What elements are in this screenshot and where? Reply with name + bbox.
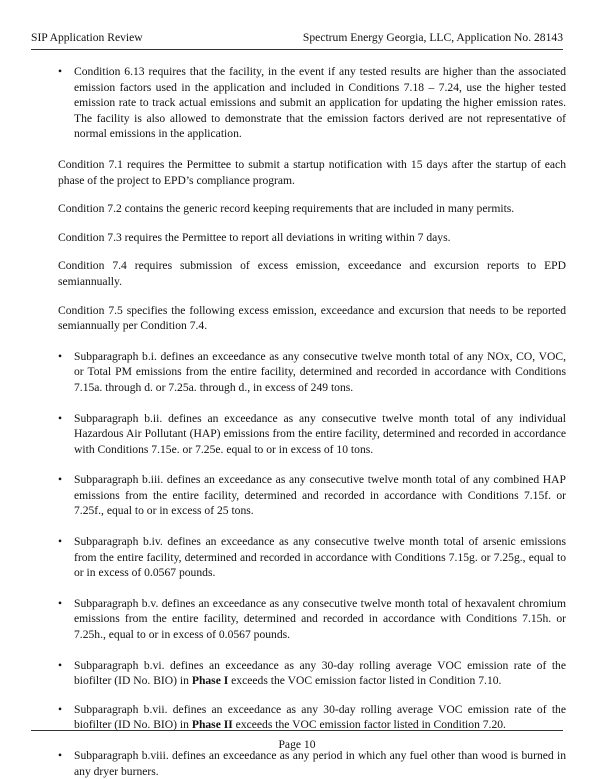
page-number: Page 10 bbox=[278, 738, 316, 751]
bullet-icon: • bbox=[58, 411, 63, 425]
bullet-subparagraph-b-iii bbox=[58, 472, 566, 519]
bullet-icon: • bbox=[58, 596, 63, 610]
paragraph-condition-7-5: Condition 7.5 specifies the following excess emission, exceedance and excursion that needs to be reported semiannually per Condition 7.4. bbox=[58, 303, 566, 333]
bullet-icon: • bbox=[58, 749, 63, 762]
page-body bbox=[58, 64, 566, 779]
bullet-text: Subparagraph b.iv. defines an exceedance as any consecutive twelve month total of arsenic emissions from the entire facility, determined and recorded in accordance with Conditions 7.15g. or 7.25g., equal to or in excess of 0.0567 pounds. bbox=[74, 535, 566, 580]
paragraph-condition-7-4: Condition 7.4 requires submission of excess emission, exceedance and excursion reports to EPD semiannually. bbox=[58, 259, 566, 288]
paragraph-condition-7-2: Condition 7.2 contains the generic record keeping requirements that are included in many permits. bbox=[58, 202, 515, 216]
bullet-text-start: Subparagraph b.vi. defines an exceedance as any 30-day rolling average VOC emission rate of the biofilter (ID No. BIO) in bbox=[74, 658, 566, 688]
bullet-text-end: exceeds the VOC emission factor listed in Condition 7.10. bbox=[228, 674, 502, 688]
bullet-subparagraph-b-viii bbox=[58, 748, 566, 779]
header-title: SIP Application Review bbox=[31, 31, 143, 44]
bullet-icon: • bbox=[58, 658, 63, 672]
header-application: Spectrum Energy Georgia, LLC, Application No. 28143 bbox=[302, 31, 563, 44]
bullet-icon: • bbox=[58, 535, 63, 549]
paragraph-condition-7-1: Condition 7.1 requires the Permittee to submit a startup notification with 15 days after the startup of each phase of the project to EPD’s compliance program. bbox=[58, 157, 566, 187]
bullet-text: Subparagraph b.v. defines an exceedance as any consecutive twelve month total of hexavalent chromium emissions from the entire facility, determined and recorded in accordance with Conditions 7.15h. or 7.25h., equal to or in excess of 0.0567 pounds. bbox=[74, 596, 566, 642]
bullet-icon: • bbox=[58, 702, 63, 716]
bullet-icon: • bbox=[58, 473, 63, 487]
bullet-subparagraph-b-ii bbox=[58, 411, 566, 458]
bullet-text: Subparagraph b.iii. defines an exceedance as any consecutive twelve month total of any combined HAP emissions from the entire facility, determined and recorded in accordance with Conditions 7.15f. or 7.25f., equal to or in excess of 25 tons. bbox=[74, 473, 566, 518]
bullet-text: Subparagraph b.viii. defines an exceedance as any period in which any fuel other than wood is burned in any dryer burners. bbox=[74, 749, 566, 778]
page-footer bbox=[31, 730, 563, 751]
bullet-subparagraph-b-i bbox=[58, 349, 566, 396]
bullet-icon: • bbox=[58, 349, 63, 363]
bullet-text: Subparagraph b.i. defines an exceedance as any consecutive twelve month total of any NOx, CO, VOC, or Total PM emissions from the entire facility, determined and recorded in accordance with Conditions 7.15a. through d. or 7.25a. through d., in excess of 249 tons. bbox=[74, 349, 566, 394]
bullet-text: Condition 6.13 requires that the facility, in the event if any tested results are higher than the associated emission factors used in the application and included in Conditions 7.18 – 7.24, use the higher tested emission rate to track actual emissions and submit an application for updating the higher emission rates. The facility is also allowed to demonstrate that the emission factors derived are not representative of normal emissions in the application. bbox=[74, 65, 566, 141]
bullet-subparagraph-b-v bbox=[58, 596, 566, 643]
bullet-subparagraph-b-iv bbox=[58, 534, 566, 581]
page-header bbox=[31, 27, 563, 50]
phase-label: Phase I bbox=[191, 674, 229, 688]
bullet-condition-6-13 bbox=[58, 64, 566, 142]
bullet-subparagraph-b-vi bbox=[58, 658, 566, 689]
bullet-text-start: Subparagraph b.vii. defines an exceedance as any 30-day rolling average VOC emission rate of the biofilter (ID No. BIO) in bbox=[74, 702, 566, 732]
bullet-subparagraph-b-vii bbox=[58, 702, 566, 733]
bullet-text: Subparagraph b.ii. defines an exceedance as any consecutive twelve month total of any individual Hazardous Air Pollutant (HAP) emissions from the entire facility, determined and recorded in accordance with Conditions 7.15e. or 7.25e. equal to or in excess of 10 tons. bbox=[74, 411, 566, 456]
bullet-text-end: exceeds the VOC emission factor listed in Condition 7.20. bbox=[232, 718, 506, 732]
paragraph-condition-7-3: Condition 7.3 requires the Permittee to report all deviations in writing within 7 days. bbox=[58, 230, 451, 244]
bullet-icon: • bbox=[58, 65, 63, 78]
phase-label: Phase II bbox=[191, 718, 233, 732]
